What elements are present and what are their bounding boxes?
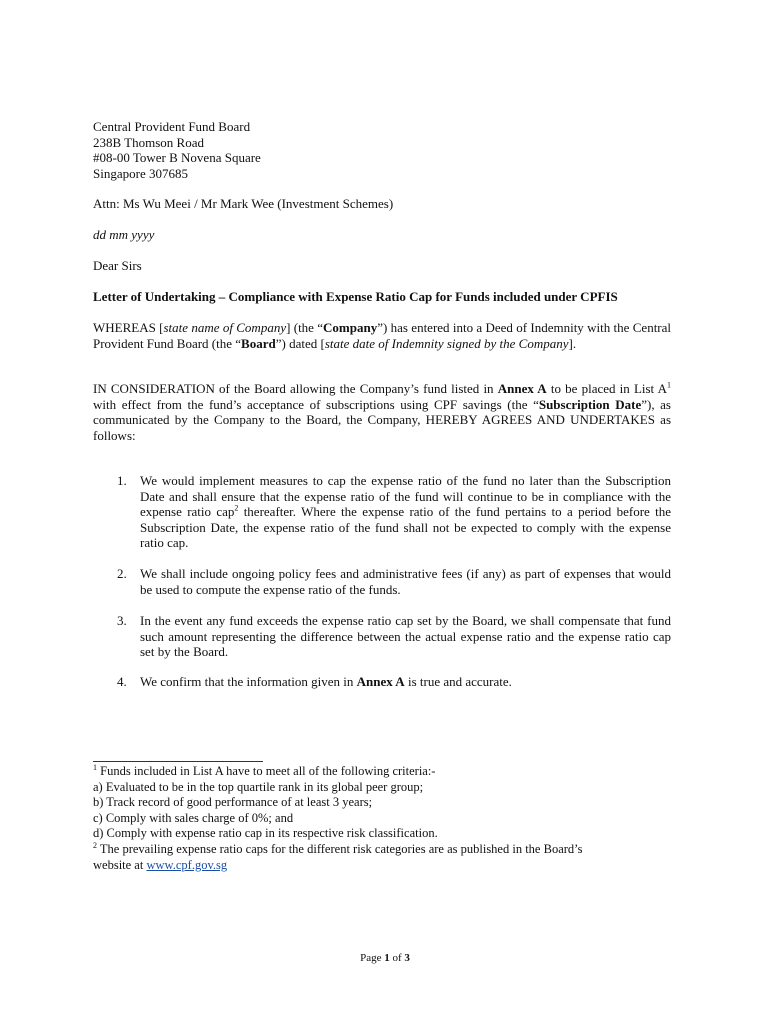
footnote-2-continued: [93, 858, 671, 874]
footnote-marker: 1: [93, 762, 97, 772]
footnote-marker: 1: [667, 380, 672, 390]
item-number: 4.: [117, 674, 127, 689]
date-placeholder: dd mm yyyy: [93, 227, 155, 242]
text-run: of: [389, 952, 405, 964]
footnote-marker: 2: [234, 503, 239, 513]
page-number: [0, 951, 770, 967]
address-line: #08-00 Tower B Novena Square: [93, 150, 261, 165]
item-number: 1.: [117, 473, 127, 488]
text-run: is true and accurate.: [404, 674, 512, 689]
text-run: ”) has entered into a Deed of Indemnity with the Central Provident Fund Board (the “: [93, 320, 672, 351]
item-text: [140, 674, 671, 690]
text-run: Page: [360, 952, 385, 964]
item-number: 3.: [117, 613, 127, 628]
address-line: Central Provident Fund Board: [93, 119, 251, 134]
text-run: ”) dated [: [275, 335, 325, 351]
annex-reference: Annex A: [497, 381, 547, 396]
footnote-2: [93, 842, 671, 858]
recipient-address: [93, 119, 261, 181]
item-text: In the event any fund exceeds the expense ratio cap set by the Board, we shall compensate that fund such amount representing the difference between the actual expense ratio and the expense ratio cap set by the Board.: [140, 613, 671, 659]
whereas-paragraph: [93, 320, 671, 351]
defined-term-company: Company: [323, 320, 378, 335]
text-run: ].: [568, 335, 577, 351]
criteria-item: d) Comply with expense ratio cap in its respective risk classification.: [93, 826, 438, 841]
text-run: We confirm that the information given in: [140, 674, 357, 689]
salutation: Dear Sirs: [93, 258, 142, 273]
consideration-paragraph: [93, 381, 671, 443]
address-line: 238B Thomson Road: [93, 134, 204, 150]
cpf-website-link[interactable]: www.cpf.gov.sg: [146, 857, 228, 872]
text-run: thereafter. Where the expense ratio of the fund pertains to a period before the Subscription Date, the expense ratio of the fund shall not be expected to comply with the expense ratio cap.: [140, 504, 671, 550]
criteria-item: a) Evaluated to be in the top quartile rank in its global peer group;: [93, 779, 424, 794]
attention-line: Attn: Ms Wu Meei / Mr Mark Wee (Investment Schemes): [93, 196, 394, 211]
text-run: ] (the “: [286, 320, 324, 335]
text-run: IN CONSIDERATION of the Board allowing the Company’s fund listed in: [93, 381, 498, 396]
footnote-separator: [93, 761, 263, 762]
text-run: WHEREAS [: [93, 320, 164, 335]
letter-subject: Letter of Undertaking – Compliance with Expense Ratio Cap for Funds included under CPFIS: [93, 289, 618, 304]
address-line: Singapore 307685: [93, 165, 188, 181]
total-pages: 3: [404, 952, 410, 964]
text-run: ”), as communicated by the Company to the Board, the Company, HEREBY AGREES AND UNDERTAKES as follows:: [93, 396, 671, 443]
text-run: to be placed in List A: [546, 381, 668, 396]
text-run: The prevailing expense ratio caps for the different risk categories are as published in the Board’s: [97, 841, 583, 856]
footnote-marker: 2: [93, 840, 97, 850]
criteria-item: c) Comply with sales charge of 0%; and: [93, 810, 294, 825]
text-run: website at: [93, 857, 147, 872]
footnotes: [93, 764, 671, 873]
footnote-1: [93, 764, 671, 780]
company-name-placeholder: state name of Company: [163, 320, 287, 335]
annex-reference: Annex A: [356, 674, 405, 689]
text-run: Funds included in List A have to meet all of the following criteria:-: [97, 764, 436, 778]
criteria-item: b) Track record of good performance of at least 3 years;: [93, 795, 373, 810]
item-number: 2.: [117, 566, 127, 581]
current-page: 1: [384, 952, 390, 964]
defined-term-subscription-date: Subscription Date: [538, 396, 642, 412]
defined-term-board: Board: [241, 335, 276, 351]
text-run: with effect from the fund’s acceptance of subscriptions using CPF savings (the “: [93, 396, 539, 412]
item-text: [140, 473, 671, 551]
item-text: We shall include ongoing policy fees and administrative fees (if any) as part of expenses that would be used to compute the expense ratio of the funds.: [140, 566, 671, 597]
indemnity-date-placeholder: state date of Indemnity signed by the Company: [324, 335, 569, 351]
text-run: We would implement measures to cap the expense ratio of the fund no later than the Subscription Date and shall ensure that the expense ratio of the fund will continue to be in compliance with the expense ratio cap: [140, 473, 671, 519]
